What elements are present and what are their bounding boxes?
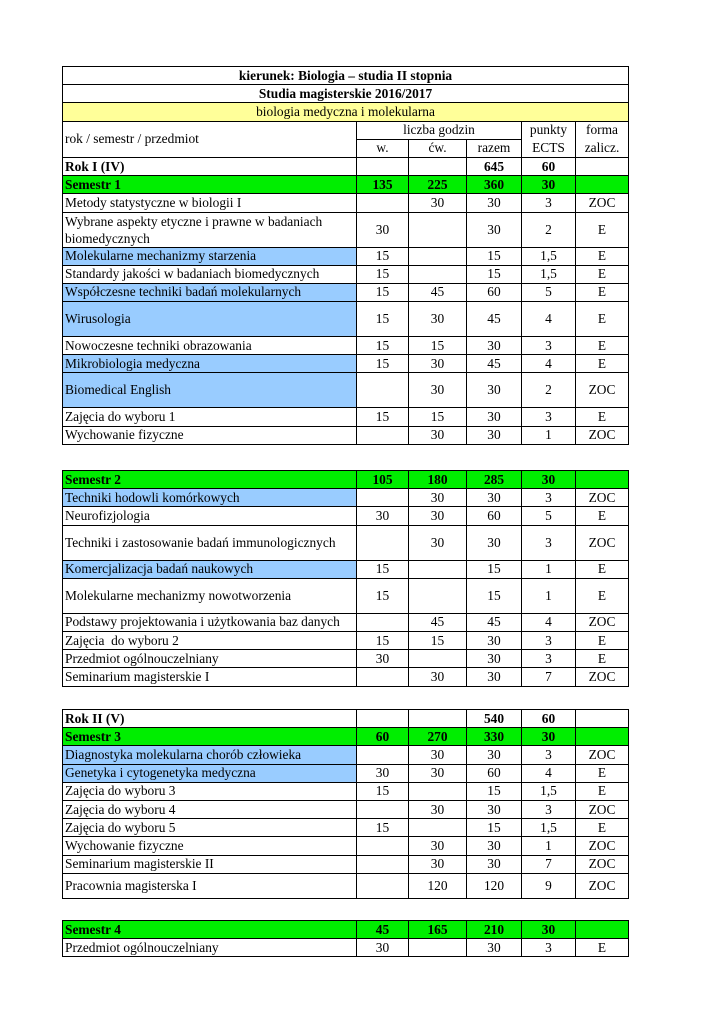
- hours-cw: 15: [409, 631, 467, 649]
- subject-name: Zajęcia do wyboru 1: [63, 408, 357, 426]
- hours-w: [357, 613, 409, 631]
- hours-w: 30: [357, 939, 409, 957]
- subject-name: Genetyka i cytogenetyka medyczna: [63, 764, 357, 782]
- hours-cw: 30: [409, 668, 467, 686]
- ects-points: 3: [522, 746, 576, 764]
- semester-row: [63, 921, 629, 939]
- hours-cw: 30: [409, 855, 467, 873]
- ects-points: 1: [522, 837, 576, 855]
- year-label: Rok II (V): [63, 710, 357, 728]
- ects-points: 4: [522, 613, 576, 631]
- semester-cw: 165: [409, 921, 467, 939]
- ects-points: 9: [522, 873, 576, 898]
- assessment-form: E: [576, 408, 629, 426]
- hours-total: 30: [467, 668, 522, 686]
- hours-w: 15: [357, 408, 409, 426]
- hours-w: 15: [357, 265, 409, 283]
- hours-total: 30: [467, 837, 522, 855]
- hours-cw: [409, 650, 467, 668]
- study-plan-table-1: [62, 66, 629, 445]
- year-ects: 60: [522, 157, 576, 175]
- ects-points: 4: [522, 302, 576, 337]
- table-row: [63, 426, 629, 444]
- ects-points: 1,5: [522, 265, 576, 283]
- table-row: [63, 782, 629, 800]
- table-row: [63, 650, 629, 668]
- subject-name: Metody statystyczne w biologii I: [63, 194, 357, 212]
- assessment-form: E: [576, 265, 629, 283]
- year-razem: 645: [467, 157, 522, 175]
- hours-total: 15: [467, 265, 522, 283]
- ects-points: 3: [522, 194, 576, 212]
- hours-w: [357, 426, 409, 444]
- ects-points: 4: [522, 355, 576, 373]
- assessment-form: ZOC: [576, 373, 629, 408]
- assessment-form: E: [576, 247, 629, 265]
- hours-total: 30: [467, 939, 522, 957]
- subject-name: Standardy jakości w badaniach biomedycznych: [63, 265, 357, 283]
- table-row: [63, 265, 629, 283]
- table-row: [63, 283, 629, 301]
- ects-points: 7: [522, 668, 576, 686]
- hours-w: [357, 668, 409, 686]
- table-row: [63, 302, 629, 337]
- semester-row: [63, 176, 629, 194]
- hours-cw: 30: [409, 764, 467, 782]
- assessment-form: ZOC: [576, 426, 629, 444]
- hours-total: 30: [467, 525, 522, 560]
- year-razem: 540: [467, 710, 522, 728]
- hours-total: 15: [467, 819, 522, 837]
- subject-name: Seminarium magisterskie II: [63, 855, 357, 873]
- semester-w: 45: [357, 921, 409, 939]
- ects-points: 1,5: [522, 247, 576, 265]
- semester-ects: 30: [522, 728, 576, 746]
- assessment-form: ZOC: [576, 800, 629, 818]
- assessment-form: E: [576, 283, 629, 301]
- year-row: [63, 157, 629, 175]
- ects-points: 7: [522, 855, 576, 873]
- subject-name: Wybrane aspekty etyczne i prawne w badaniach biomedycznych: [63, 212, 357, 247]
- year-label: Rok I (IV): [63, 157, 357, 175]
- study-plan-table-2: [62, 470, 629, 687]
- col-header-form: forma: [576, 121, 629, 139]
- table-row: [63, 408, 629, 426]
- hours-total: 60: [467, 507, 522, 525]
- table-row: [63, 247, 629, 265]
- ects-points: 1,5: [522, 782, 576, 800]
- semester-ects: 30: [522, 471, 576, 489]
- ects-points: 5: [522, 507, 576, 525]
- col-header-points: punkty: [522, 121, 576, 139]
- hours-total: 30: [467, 746, 522, 764]
- semester-razem: 285: [467, 471, 522, 489]
- hours-w: [357, 873, 409, 898]
- hours-cw: 30: [409, 302, 467, 337]
- table-row: [63, 855, 629, 873]
- hours-w: 15: [357, 578, 409, 613]
- assessment-form: ZOC: [576, 668, 629, 686]
- subject-name: Przedmiot ogólnouczelniany: [63, 939, 357, 957]
- ects-points: 3: [522, 800, 576, 818]
- hours-cw: [409, 939, 467, 957]
- ects-points: 5: [522, 283, 576, 301]
- table-row: [63, 337, 629, 355]
- ects-points: 1,5: [522, 819, 576, 837]
- hours-total: 30: [467, 194, 522, 212]
- subject-name: Techniki hodowli komórkowych: [63, 489, 357, 507]
- hours-w: [357, 800, 409, 818]
- hours-total: 15: [467, 247, 522, 265]
- ects-points: 1: [522, 426, 576, 444]
- table-row: [63, 373, 629, 408]
- subject-name: Zajęcia do wyboru 3: [63, 782, 357, 800]
- hours-w: 30: [357, 212, 409, 247]
- table-row: [63, 525, 629, 560]
- semester-label: Semestr 2: [63, 471, 357, 489]
- hours-w: [357, 746, 409, 764]
- table-row: [63, 613, 629, 631]
- table-row: [63, 764, 629, 782]
- assessment-form: E: [576, 302, 629, 337]
- ects-points: 3: [522, 939, 576, 957]
- hours-total: 15: [467, 782, 522, 800]
- hours-w: 15: [357, 631, 409, 649]
- hours-w: [357, 194, 409, 212]
- assessment-form: E: [576, 355, 629, 373]
- assessment-form: E: [576, 631, 629, 649]
- hours-total: 30: [467, 373, 522, 408]
- hours-cw: [409, 578, 467, 613]
- hours-cw: 15: [409, 337, 467, 355]
- hours-w: 15: [357, 302, 409, 337]
- ects-points: 3: [522, 408, 576, 426]
- col-header-ects: ECTS: [522, 139, 576, 157]
- table-row: [63, 194, 629, 212]
- hours-cw: [409, 819, 467, 837]
- assessment-form: E: [576, 764, 629, 782]
- hours-total: 30: [467, 408, 522, 426]
- hours-cw: 30: [409, 837, 467, 855]
- table-row: [63, 631, 629, 649]
- ects-points: 4: [522, 764, 576, 782]
- assessment-form: E: [576, 560, 629, 578]
- assessment-form: ZOC: [576, 525, 629, 560]
- hours-total: 120: [467, 873, 522, 898]
- hours-cw: 30: [409, 525, 467, 560]
- col-header-razem: razem: [467, 139, 522, 157]
- hours-total: 30: [467, 426, 522, 444]
- hours-cw: 30: [409, 426, 467, 444]
- col-header-w: w.: [357, 139, 409, 157]
- ects-points: 3: [522, 525, 576, 560]
- semester-w: 60: [357, 728, 409, 746]
- semester-razem: 210: [467, 921, 522, 939]
- semester-cw: 270: [409, 728, 467, 746]
- hours-total: 45: [467, 302, 522, 337]
- hours-total: 30: [467, 800, 522, 818]
- hours-cw: 120: [409, 873, 467, 898]
- semester-row: [63, 728, 629, 746]
- study-plan-table-3: [62, 709, 629, 899]
- ects-points: 3: [522, 631, 576, 649]
- assessment-form: E: [576, 782, 629, 800]
- hours-cw: [409, 265, 467, 283]
- ects-points: 2: [522, 373, 576, 408]
- subject-name: Seminarium magisterskie I: [63, 668, 357, 686]
- subject-name: Molekularne mechanizmy nowotworzenia: [63, 578, 357, 613]
- assessment-form: E: [576, 507, 629, 525]
- col-header-form-2: zalicz.: [576, 139, 629, 157]
- hours-total: 30: [467, 631, 522, 649]
- semester-label: Semestr 1: [63, 176, 357, 194]
- semester-ects: 30: [522, 921, 576, 939]
- page-title: kierunek: Biologia – studia II stopnia: [63, 67, 629, 85]
- table-row: [63, 507, 629, 525]
- table-row: [63, 212, 629, 247]
- subject-name: Wychowanie fizyczne: [63, 837, 357, 855]
- table-row: [63, 578, 629, 613]
- table-row: [63, 837, 629, 855]
- semester-w: 105: [357, 471, 409, 489]
- col-header-subject: rok / semestr / przedmiot: [63, 121, 357, 157]
- subject-name: Biomedical English: [63, 373, 357, 408]
- assessment-form: ZOC: [576, 613, 629, 631]
- assessment-form: E: [576, 212, 629, 247]
- hours-w: 15: [357, 355, 409, 373]
- assessment-form: E: [576, 939, 629, 957]
- assessment-form: E: [576, 337, 629, 355]
- assessment-form: ZOC: [576, 194, 629, 212]
- subject-name: Molekularne mechanizmy starzenia: [63, 247, 357, 265]
- hours-total: 45: [467, 613, 522, 631]
- subject-name: Mikrobiologia medyczna: [63, 355, 357, 373]
- table-row: [63, 800, 629, 818]
- hours-total: 45: [467, 355, 522, 373]
- subject-name: Wirusologia: [63, 302, 357, 337]
- assessment-form: ZOC: [576, 855, 629, 873]
- table-row: [63, 873, 629, 898]
- hours-w: [357, 855, 409, 873]
- page-subtitle: Studia magisterskie 2016/2017: [63, 85, 629, 103]
- table-row: [63, 668, 629, 686]
- hours-total: 15: [467, 560, 522, 578]
- hours-w: 15: [357, 337, 409, 355]
- study-plan-table-4: [62, 920, 629, 957]
- assessment-form: E: [576, 578, 629, 613]
- semester-razem: 330: [467, 728, 522, 746]
- hours-total: 60: [467, 283, 522, 301]
- subject-name: Neurofizjologia: [63, 507, 357, 525]
- hours-cw: 30: [409, 800, 467, 818]
- year-row: [63, 710, 629, 728]
- hours-w: 30: [357, 764, 409, 782]
- hours-cw: [409, 212, 467, 247]
- ects-points: 3: [522, 489, 576, 507]
- hours-cw: 30: [409, 489, 467, 507]
- hours-total: 60: [467, 764, 522, 782]
- hours-cw: [409, 247, 467, 265]
- specialization-label: biologia medyczna i molekularna: [63, 103, 629, 121]
- hours-cw: [409, 782, 467, 800]
- ects-points: 1: [522, 560, 576, 578]
- hours-w: 15: [357, 247, 409, 265]
- hours-w: [357, 525, 409, 560]
- subject-name: Podstawy projektowania i użytkowania baz danych: [63, 613, 357, 631]
- hours-w: 15: [357, 283, 409, 301]
- table-row: [63, 560, 629, 578]
- assessment-form: ZOC: [576, 746, 629, 764]
- semester-ects: 30: [522, 176, 576, 194]
- assessment-form: ZOC: [576, 489, 629, 507]
- hours-w: 15: [357, 560, 409, 578]
- hours-total: 30: [467, 855, 522, 873]
- table-row: [63, 819, 629, 837]
- hours-total: 30: [467, 337, 522, 355]
- semester-razem: 360: [467, 176, 522, 194]
- hours-w: 15: [357, 782, 409, 800]
- subject-name: Wychowanie fizyczne: [63, 426, 357, 444]
- ects-points: 2: [522, 212, 576, 247]
- subject-name: Diagnostyka molekularna chorób człowieka: [63, 746, 357, 764]
- col-header-hours: liczba godzin: [357, 121, 522, 139]
- subject-name: Współczesne techniki badań molekularnych: [63, 283, 357, 301]
- hours-cw: 45: [409, 283, 467, 301]
- ects-points: 3: [522, 337, 576, 355]
- hours-cw: 30: [409, 355, 467, 373]
- subject-name: Przedmiot ogólnouczelniany: [63, 650, 357, 668]
- assessment-form: ZOC: [576, 837, 629, 855]
- subject-name: Zajęcia do wyboru 5: [63, 819, 357, 837]
- assessment-form: E: [576, 650, 629, 668]
- year-ects: 60: [522, 710, 576, 728]
- hours-w: 30: [357, 507, 409, 525]
- subject-name: Komercjalizacja badań naukowych: [63, 560, 357, 578]
- hours-cw: 45: [409, 613, 467, 631]
- subject-name: Pracownia magisterska I: [63, 873, 357, 898]
- table-row: [63, 746, 629, 764]
- subject-name: Techniki i zastosowanie badań immunologicznych: [63, 525, 357, 560]
- semester-row: [63, 471, 629, 489]
- hours-total: 30: [467, 489, 522, 507]
- ects-points: 1: [522, 578, 576, 613]
- col-header-cw: ćw.: [409, 139, 467, 157]
- semester-label: Semestr 4: [63, 921, 357, 939]
- hours-w: 30: [357, 650, 409, 668]
- table-row: [63, 355, 629, 373]
- hours-w: [357, 837, 409, 855]
- hours-total: 30: [467, 650, 522, 668]
- semester-cw: 180: [409, 471, 467, 489]
- hours-cw: 15: [409, 408, 467, 426]
- table-row: [63, 939, 629, 957]
- hours-cw: 30: [409, 746, 467, 764]
- hours-w: [357, 373, 409, 408]
- table-row: [63, 489, 629, 507]
- subject-name: Nowoczesne techniki obrazowania: [63, 337, 357, 355]
- subject-name: Zajęcia do wyboru 4: [63, 800, 357, 818]
- subject-name: Zajęcia do wyboru 2: [63, 631, 357, 649]
- semester-cw: 225: [409, 176, 467, 194]
- ects-points: 3: [522, 650, 576, 668]
- hours-cw: 30: [409, 507, 467, 525]
- hours-w: [357, 489, 409, 507]
- hours-total: 30: [467, 212, 522, 247]
- semester-w: 135: [357, 176, 409, 194]
- hours-w: 15: [357, 819, 409, 837]
- hours-cw: 30: [409, 373, 467, 408]
- hours-cw: [409, 560, 467, 578]
- hours-cw: 30: [409, 194, 467, 212]
- hours-total: 15: [467, 578, 522, 613]
- assessment-form: E: [576, 819, 629, 837]
- assessment-form: ZOC: [576, 873, 629, 898]
- semester-label: Semestr 3: [63, 728, 357, 746]
